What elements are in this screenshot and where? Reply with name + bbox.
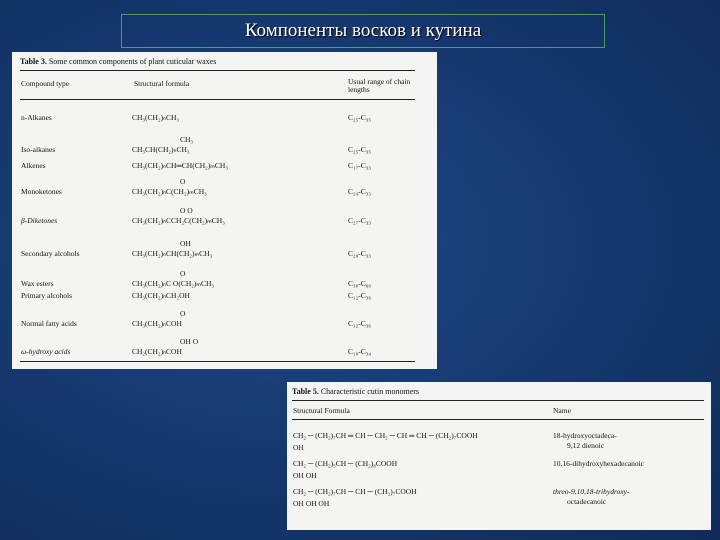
table3-row-type: Normal fatty acids — [21, 319, 77, 328]
table5-row-name-cont: octadecanoic — [567, 497, 607, 506]
table3-row-range: C₂₇-C₃₃ — [348, 216, 371, 225]
table3-row-formula: CH₃(CH₂)ₙCH(CH₂)ₘCH₃ — [132, 249, 213, 258]
table5-row-formula-group: OH — [293, 443, 304, 452]
table5-row-formula: CH₂ ─ (CH₂)₇CH ─ CH ─ (CH₂)₇COOH — [293, 487, 417, 496]
table3-row-formula-group: O — [180, 177, 186, 186]
table3-row-formula: CH₃(CH₂)ₙCCH₂C(CH₂)ₘCH₃ — [132, 216, 225, 225]
table3-row-range: C₁₂-C₃₆ — [348, 319, 371, 328]
table3-row-range: C₁₇-C₃₃ — [348, 161, 371, 170]
table3-rule-header — [20, 99, 415, 100]
table5-rule-header — [292, 419, 704, 420]
table3-row-formula-group: O — [180, 269, 186, 278]
table3-row-type: Iso-alkanes — [21, 145, 56, 154]
table3-row-type: Monoketones — [21, 187, 62, 196]
slide-title: Компоненты восков и кутина — [244, 20, 482, 41]
table5-row-name: 10,16-dihydroxyhexadecanoic — [553, 459, 645, 468]
table3-header-range: Usual range of chain lengths — [348, 77, 411, 95]
table3-row-type: Primary alcohols — [21, 291, 73, 300]
table5-row-formula: CH₂ ─ (CH₂)₇CH ═ CH ─ CH₂ ─ CH ═ CH ─ (CH₂)₇COOH — [293, 431, 478, 440]
table3-row-formula-group: O O — [180, 206, 193, 215]
table3-row-type: ω-hydroxy acids — [21, 347, 71, 356]
table3-row-range: C₂₄-C₃₃ — [348, 187, 371, 196]
table5-image — [287, 382, 711, 530]
table3-row-formula: CH₃(CH₂)ₙCH═CH(CH₂)ₘCH₃ — [132, 161, 228, 170]
table3-row-range: C₂₅-C₃₅ — [348, 145, 371, 154]
table3-row-type: β-Diketones — [21, 216, 58, 225]
table3-row-formula: CH₂(CH₂)ₙCOH — [132, 347, 182, 356]
table3-row-range: C₂₅-C₃₅ — [348, 113, 371, 122]
table5-header-name: Name — [553, 406, 571, 415]
table5-row-name-cont: 9,12 dienoic — [567, 441, 605, 450]
table3-row-range: C₂₀-C₃₃ — [348, 249, 371, 258]
table3-image — [12, 52, 437, 369]
table3-row-formula: CH₃(CH₂)ₙC O(CH₂)ₘCH₃ — [132, 279, 215, 288]
table3-row-formula: CH₃(CH₂)ₙCH₂OH — [132, 291, 190, 300]
table5-header-formula: Structural Formula — [293, 406, 350, 415]
table3-header-type: Compound type — [21, 79, 70, 88]
table3-row-formula-group: OH O — [180, 337, 199, 346]
table3-row-range: C₁₂-C₃₆ — [348, 291, 371, 300]
table5-row-formula: CH₂ ─ (CH₂)₅CH ─ (CH₂)₈COOH — [293, 459, 398, 468]
table3-row-formula-group: CH₃ — [180, 135, 194, 144]
table3-row-formula: CH₃CH(CH₂)ₙCH₃ — [132, 145, 190, 154]
table3-row-formula: CH₃(CH₂)ₙCH₃ — [132, 113, 180, 122]
table3-rule-top — [20, 70, 415, 71]
table3-row-range: C₁₀-C₃₄ — [348, 347, 371, 356]
table3-row-type: n-Alkanes — [21, 113, 52, 122]
table3-row-type: Alkenes — [21, 161, 46, 170]
table3-caption: Table 3. Some common components of plant cuticular waxes — [20, 57, 217, 66]
table5-row-formula-group: OH OH — [293, 471, 317, 480]
table3-row-type: Secondary alcohols — [21, 249, 80, 258]
table5-row-formula-group: OH OH OH — [293, 499, 330, 508]
table5-caption: Table 5. Characteristic cutin monomers — [292, 387, 420, 396]
slide-title-box — [121, 14, 605, 48]
table3-row-formula-group: O — [180, 309, 186, 318]
table3-header-formula: Structural formula — [134, 79, 190, 88]
table5-row-name: threo-9,10,18-trihydroxy- — [553, 487, 630, 496]
table3-row-formula-group: OH — [180, 239, 191, 248]
table5-rule-top — [292, 400, 704, 401]
table3-rule-bottom — [20, 361, 415, 362]
table3-row-type: Wax esters — [21, 279, 54, 288]
table5-row-name: 18-hydroxyoctadeca- — [553, 431, 617, 440]
table3-row-formula: CH₃(CH₂)ₙCOH — [132, 319, 182, 328]
table3-row-formula: CH₃(CH₂)ₙC(CH₂)ₘCH₃ — [132, 187, 207, 196]
table3-row-range: C₃₀-C₆₀ — [348, 279, 371, 288]
